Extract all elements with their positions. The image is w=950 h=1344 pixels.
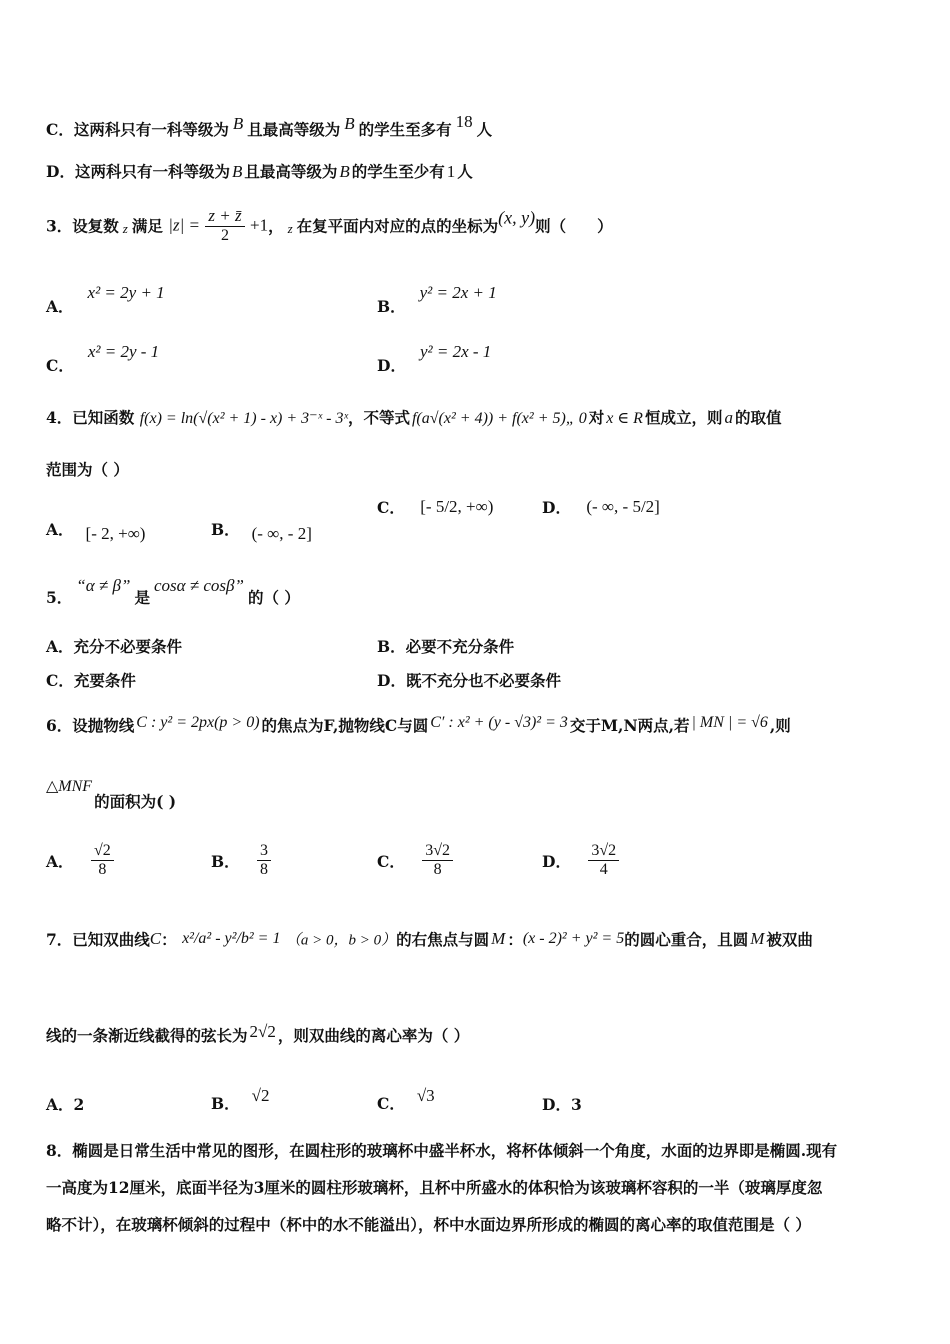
- q4-option-c-expr: [- 5/2, +∞): [420, 497, 494, 516]
- q7-stem: 7．已知双曲线C： x²/a² - y²/b² = 1 （a > 0，b > 0）的右焦点与圆 M ：(x - 2)² + y² = 5的圆心重合，且圆 M 被双曲: [46, 929, 813, 949]
- q6-option-c[interactable]: C． $\frac{3√2}{8}$: [377, 842, 453, 880]
- q5-option-d[interactable]: D．既不充分也不必要条件: [377, 671, 561, 690]
- q5-stem: 5．“α ≠ β”是cosα ≠ cosβ”的（ ）: [46, 576, 300, 607]
- q7-option-a[interactable]: A．2: [46, 1095, 85, 1114]
- q7-option-b[interactable]: B． √2: [211, 1086, 270, 1113]
- q2-option-d: D．这两科只有一科等级为 B 且最高等级为 B 的学生至少有 1 人: [46, 162, 473, 181]
- q7-option-d[interactable]: D．3: [542, 1095, 582, 1114]
- q4-option-b[interactable]: B． (- ∞, - 2]: [211, 520, 312, 543]
- q3-option-d[interactable]: D．y² = 2x - 1: [377, 342, 492, 375]
- q7-option-c[interactable]: C． √3: [377, 1086, 435, 1113]
- q8-line1: 8．椭圆是日常生活中常见的图形，在圆柱形的玻璃杯中盛半杯水，将杯体倾斜一个角度，水面的边界即是椭圆.现有: [46, 1141, 838, 1160]
- q4-stem-line2: 范围为（ ）: [46, 460, 129, 479]
- var-b: B: [232, 114, 244, 133]
- q6-option-d[interactable]: D． $\frac{3√2}{4}$: [542, 842, 619, 880]
- q3-stem: 3．设复数 $_z$ 满足 |z| = $\frac{z + z̄}{2}$ +1， $_z$ 在复平面内对应的点的坐标为(x, y)则（ ）: [46, 206, 613, 244]
- q8-line2: 一高度为12厘米，底面半径为3厘米的圆柱形玻璃杯，且杯中所盛水的体积恰为该玻璃杯容积的一半（玻璃厚度忽: [46, 1178, 823, 1197]
- q6-option-a[interactable]: A． $\frac{√2}{8}$: [46, 842, 114, 880]
- q4-option-a[interactable]: A． [- 2, +∞): [46, 520, 146, 543]
- q7-stem-line2: 线的一条渐近线截得的弦长为 2√2 ，则双曲线的离心率为（ ）: [46, 1022, 470, 1045]
- q3-fraction: $\frac{z + z̄}{2}$: [205, 206, 244, 245]
- q6-option-b[interactable]: B． $\frac{3}{8}$: [211, 842, 271, 880]
- q8-line3: 略不计），在玻璃杯倾斜的过程中（杯中的水不能溢出），杯中水面边界所形成的椭圆的离心率的取值范围是（ ）: [46, 1215, 811, 1234]
- q4-option-d[interactable]: D． (- ∞, - 5/2]: [542, 497, 660, 517]
- q5-option-b[interactable]: B．必要不充分条件: [377, 637, 515, 656]
- q3-option-c[interactable]: C．x² = 2y - 1: [46, 342, 160, 375]
- q4-option-c[interactable]: C． [- 5/2, +∞): [377, 497, 494, 517]
- q4-stem: 4．已知函数 f(x) = ln(√(x² + 1) - x) + 3⁻ˣ - 3ˣ，不等式 f(a√(x² + 4)) + f(x² + 5)„ 0 对 x ∈ R 恒成立，则 a 的取值: [46, 408, 782, 427]
- q5-option-c[interactable]: C．充要条件: [46, 671, 136, 690]
- q6-stem: 6．设抛物线 C : y² = 2px(p > 0) 的焦点为F,抛物线C与圆 C′ : x² + (y - √3)² = 3 交于M,N两点,若 | MN | = √6 ,则: [46, 714, 791, 735]
- q6-stem-line2: △MNF的面积为( ): [46, 778, 177, 811]
- q4-option-d-expr: (- ∞, - 5/2]: [586, 497, 660, 516]
- q5-option-a[interactable]: A．充分不必要条件: [46, 637, 183, 656]
- q2-option-c: C．这两科只有一科等级为 B 且最高等级为 B 的学生至多有 18 人: [46, 112, 493, 139]
- q3-option-a[interactable]: A．x² = 2y + 1: [46, 283, 165, 316]
- q3-option-b[interactable]: B．y² = 2x + 1: [377, 283, 497, 316]
